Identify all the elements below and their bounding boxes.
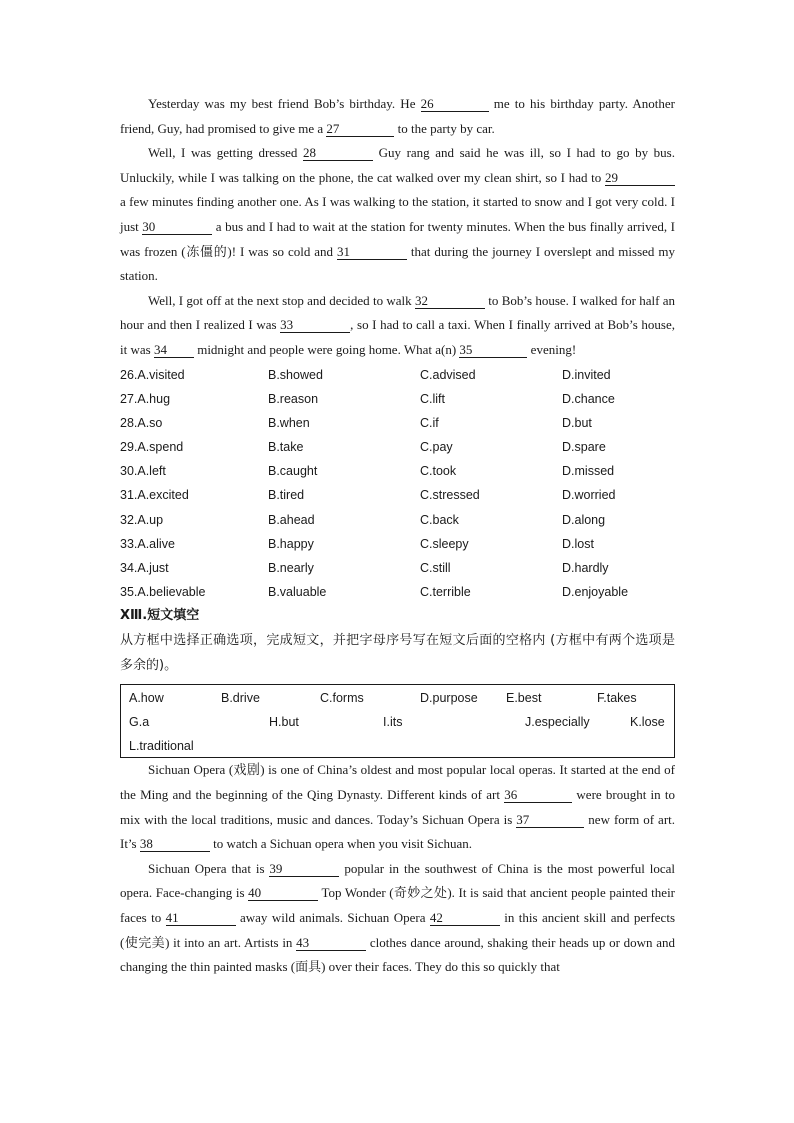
blank-36: 36 xyxy=(504,787,572,803)
option-row-27 xyxy=(120,387,675,411)
passage1-paragraph-1: Yesterday was my best friend Bob’s birthday. He 26 me to his birthday party. Another friend, Guy, had promised to give me a 27 to the party by car. xyxy=(120,96,675,136)
option-a: 27.A.hug xyxy=(120,391,171,406)
option-d: D.missed xyxy=(562,464,615,479)
passage1-paragraph-3: Well, I got off at the next stop and decided to walk 32 to Bob’s house. I walked for half an hour and then I realized I was 33 , so I had to call a taxi. When I finally arrived at Bob’s house, it was 34 midnight and people were going home. What a(n) 35 evening! xyxy=(120,292,675,357)
blank-34: 34 xyxy=(154,342,194,358)
option-a: 33.A.alive xyxy=(120,536,175,551)
option-row-31 xyxy=(120,483,675,507)
word-bank-option: I.its xyxy=(383,715,403,730)
option-row-29 xyxy=(120,435,675,459)
blank-42: 42 xyxy=(430,910,500,926)
option-b: B.take xyxy=(268,440,304,455)
option-d: D.worried xyxy=(562,488,616,503)
option-d: D.enjoyable xyxy=(562,585,629,600)
word-bank-option: E.best xyxy=(506,691,542,706)
blank-26: 26 xyxy=(421,96,489,112)
options-list xyxy=(120,363,675,605)
word-bank-option: D.purpose xyxy=(420,691,478,706)
word-bank-option: B.drive xyxy=(221,691,260,706)
option-d: D.invited xyxy=(562,367,611,382)
option-b: B.when xyxy=(268,415,310,430)
option-a: 26.A.visited xyxy=(120,367,185,382)
option-c: C.still xyxy=(420,561,451,576)
blank-32: 32 xyxy=(415,293,485,309)
option-b: B.showed xyxy=(268,367,323,382)
blank-43: 43 xyxy=(296,935,366,951)
option-b: B.reason xyxy=(268,391,319,406)
option-row-33 xyxy=(120,532,675,556)
blank-29: 29 xyxy=(605,170,675,186)
option-c: C.if xyxy=(420,415,439,430)
option-a: 29.A.spend xyxy=(120,440,184,455)
word-bank-option: H.but xyxy=(269,715,299,730)
word-bank-option: G.a xyxy=(129,715,150,730)
option-row-34 xyxy=(120,556,675,580)
word-bank-option: J.especially xyxy=(525,715,590,730)
option-d: D.spare xyxy=(562,440,606,455)
passage2-paragraph-1: Sichuan Opera (戏剧) is one of China’s oldest and most popular local operas. It started at the end of the Ming and the beginning of the Qing Dynasty. Different kinds of art 36 were brought in to mix with the local traditions, music and dances. Today’s Sichuan Opera is 37 new form of art. It’s 38 to watch a Sichuan opera when you visit Sichuan. xyxy=(120,762,676,852)
blank-40: 40 xyxy=(248,885,318,901)
option-b: B.happy xyxy=(268,536,314,551)
word-bank-option: C.forms xyxy=(320,691,364,706)
blank-38: 38 xyxy=(140,836,210,852)
blank-35: 35 xyxy=(459,342,527,358)
option-a: 31.A.excited xyxy=(120,488,189,503)
option-row-26 xyxy=(120,363,675,387)
section-title: ⅩⅢ.短文填空 xyxy=(120,608,200,624)
blank-37: 37 xyxy=(516,812,584,828)
blank-39: 39 xyxy=(269,861,339,877)
option-row-30 xyxy=(120,459,675,483)
option-c: C.pay xyxy=(420,440,453,455)
option-b: B.valuable xyxy=(268,585,327,600)
option-c: C.terrible xyxy=(420,585,471,600)
option-a: 35.A.believable xyxy=(120,585,206,600)
option-b: B.tired xyxy=(268,488,305,503)
blank-27: 27 xyxy=(326,121,394,137)
option-d: D.along xyxy=(562,512,606,527)
option-b: B.caught xyxy=(268,464,318,479)
option-c: C.advised xyxy=(420,367,476,382)
passage2-paragraph-2: Sichuan Opera that is 39 popular in the southwest of China is the most powerful local opera. Face-changing is 40 Top Wonder (奇妙之处). It is said that ancient people painted their faces to 41 away wild animals. Sichuan Opera 42 in this ancient skill and perfects (使完美) it into an art. Artists in 43 clothes dance around, shaking their heads up or down and changing the thin painted masks (面具) over their faces. They do this so quickly that xyxy=(120,860,676,975)
option-c: C.took xyxy=(420,464,457,479)
option-c: C.sleepy xyxy=(420,536,469,551)
option-row-32 xyxy=(120,508,675,532)
word-bank-box xyxy=(120,684,675,758)
option-c: C.stressed xyxy=(420,488,480,503)
word-bank-option: F.takes xyxy=(597,691,637,706)
passage1-paragraph-2: Well, I was getting dressed 28 Guy rang and said he was ill, so I had to go by bus. Unluckily, while I was talking on the phone, the cat walked over my clean shirt, so I had to 29 a few minutes finding another one. As I was walking to the station, it started to snow and I got very cold. I just 30 a bus and I had to wait at the station for twenty minutes. When the bus finally arrived, I was frozen (冻僵的)! I was so cold and 31 that during the journey I overslept and missed my station. xyxy=(120,145,675,284)
option-d: D.chance xyxy=(562,391,615,406)
blank-31: 31 xyxy=(337,244,407,260)
option-a: 28.A.so xyxy=(120,415,163,430)
option-c: C.back xyxy=(420,512,459,527)
option-d: D.hardly xyxy=(562,561,609,576)
option-d: D.lost xyxy=(562,536,594,551)
word-bank-option: A.how xyxy=(129,691,164,706)
word-bank-option: K.lose xyxy=(630,715,665,730)
blank-33: 33 xyxy=(280,317,350,333)
blank-28: 28 xyxy=(303,145,373,161)
option-a: 32.A.up xyxy=(120,512,164,527)
option-b: B.ahead xyxy=(268,512,315,527)
option-a: 34.A.just xyxy=(120,561,169,576)
blank-41: 41 xyxy=(166,910,236,926)
option-row-28 xyxy=(120,411,675,435)
blank-30: 30 xyxy=(142,219,212,235)
document-page xyxy=(120,92,675,980)
option-b: B.nearly xyxy=(268,561,314,576)
option-a: 30.A.left xyxy=(120,464,166,479)
option-d: D.but xyxy=(562,415,592,430)
option-row-35 xyxy=(120,580,675,604)
option-c: C.lift xyxy=(420,391,445,406)
word-bank-option: L.traditional xyxy=(129,739,194,754)
section-instructions: 从方框中选择正确选项，完成短文，并把字母序号写在短文后面的空格内 (方框中有两个选项是多余的)。 xyxy=(120,633,675,674)
